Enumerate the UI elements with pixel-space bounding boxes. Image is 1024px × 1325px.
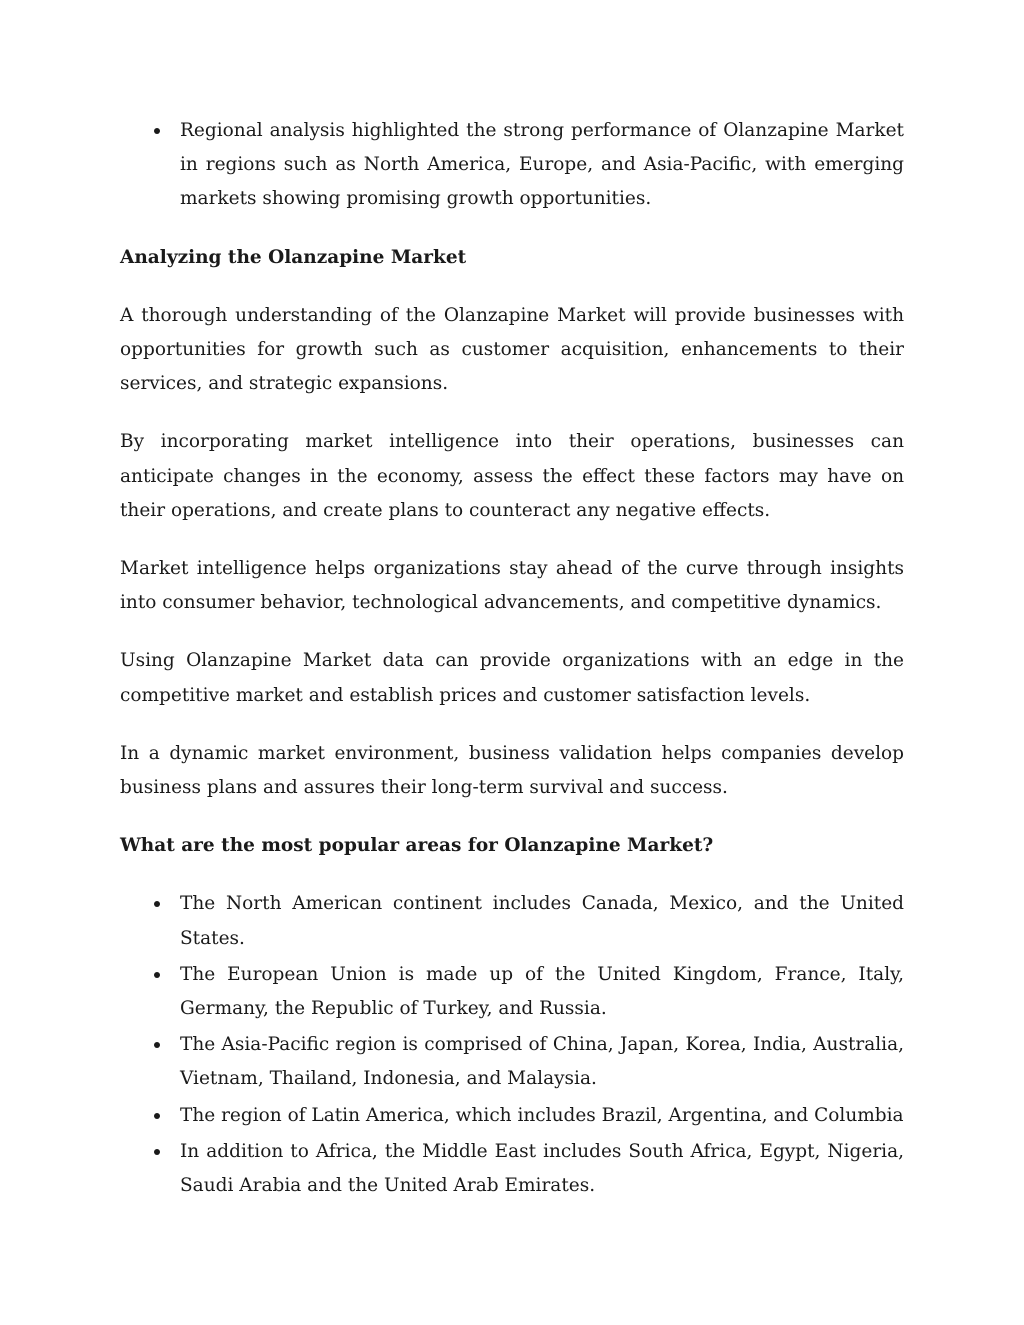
- bullet-icon: [154, 128, 160, 134]
- bullet-icon: [154, 1113, 160, 1119]
- paragraph: By incorporating market intelligence into their operations, businesses can anticipate changes in the economy, assess the effect these factors may have on their operations, and create plans to counteract any negative effects.: [120, 431, 904, 521]
- bullet-icon: [154, 1042, 160, 1048]
- list-item-text: Regional analysis highlighted the strong performance of Olanzapine Market in regions such as North America, Europe, and Asia-Pacific, with emerging markets showing promising growth opportunities.: [180, 120, 904, 210]
- list-item: [120, 1028, 904, 1096]
- list-item: [120, 114, 904, 217]
- document-page: [120, 114, 904, 1227]
- list-item: [120, 887, 904, 955]
- paragraph: Using Olanzapine Market data can provide organizations with an edge in the competitive market and establish prices and customer satisfaction levels.: [120, 650, 904, 706]
- list-item: [120, 1099, 904, 1133]
- regions-bullet-list: [120, 887, 904, 1203]
- intro-bullet-list: [120, 114, 904, 217]
- bullet-icon: [154, 1149, 160, 1155]
- list-item-text: The European Union is made up of the United Kingdom, France, Italy, Germany, the Republic of Turkey, and Russia.: [180, 963, 904, 1020]
- paragraph: A thorough understanding of the Olanzapine Market will provide businesses with opportunities for growth such as customer acquisition, enhancements to their services, and strategic expansions.: [120, 304, 904, 395]
- list-item-text: The region of Latin America, which includes Brazil, Argentina, and Columbia: [180, 1104, 904, 1126]
- bullet-icon: [154, 972, 160, 978]
- paragraph: In a dynamic market environment, business validation helps companies develop business plans and assures their long-term survival and success.: [120, 742, 904, 799]
- list-item: [120, 1135, 904, 1203]
- list-item: [120, 958, 904, 1026]
- list-item-text: The North American continent includes Canada, Mexico, and the United States.: [180, 893, 904, 949]
- bullet-icon: [154, 901, 160, 907]
- paragraph: Market intelligence helps organizations stay ahead of the curve through insights into consumer behavior, technological advancements, and competitive dynamics.: [120, 558, 904, 614]
- section-heading-popular-areas: What are the most popular areas for Olanzapine Market?: [120, 835, 714, 857]
- list-item-text: The Asia-Pacific region is comprised of China, Japan, Korea, India, Australia, Vietnam, Thailand, Indonesia, and Malaysia.: [180, 1034, 904, 1090]
- section-heading-analyzing: Analyzing the Olanzapine Market: [120, 246, 467, 268]
- list-item-text: In addition to Africa, the Middle East includes South Africa, Egypt, Nigeria, Saudi Arabia and the United Arab Emirates.: [180, 1140, 904, 1197]
